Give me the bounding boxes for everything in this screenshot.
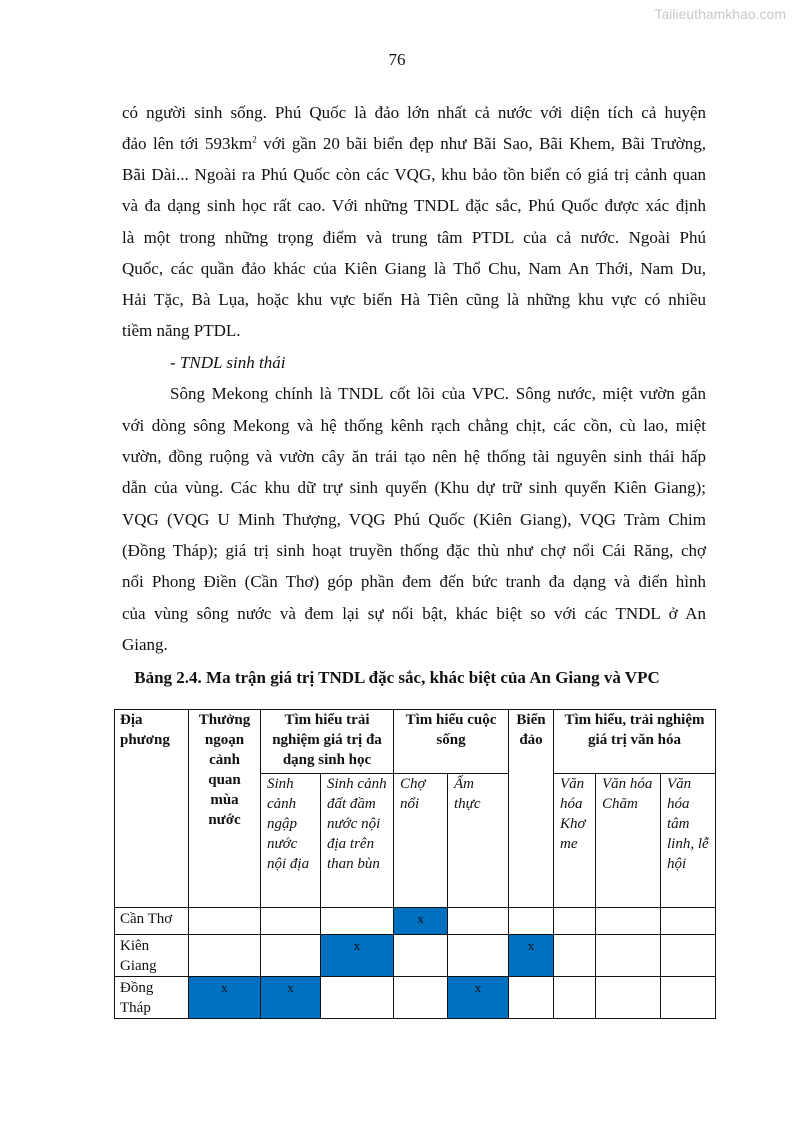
empty-cell [661, 935, 716, 977]
header-thuong-ngoan: Thưởng ngoạn cảnh quan mùa nước [189, 710, 261, 908]
table-caption: Bảng 2.4. Ma trận giá trị TNDL đặc sắc, khác biệt của An Giang và VPC [134, 668, 660, 687]
paragraph-line: là một trong những trọng điểm và trung tâm PTDL của cả nước. Ngoài Phú [122, 228, 706, 247]
table-row [115, 935, 716, 977]
empty-cell [189, 935, 261, 977]
empty-cell [394, 935, 448, 977]
marked-cell: x [321, 935, 394, 977]
empty-cell [448, 935, 509, 977]
paragraph-line: với dòng sông Mekong và hệ thống kênh rạch chằng chịt, các cồn, cù lao, miệt [122, 416, 706, 435]
paragraph-line: vườn, đồng ruộng và vườn cây ăn trái tạo nên hệ thống tài nguyên sinh thái hấp [122, 447, 706, 466]
row-region: Cần Thơ [115, 908, 189, 935]
paragraph-line: tiềm năng PTDL. [122, 321, 241, 340]
subheader: Văn hóa Chăm [596, 774, 661, 908]
empty-cell [596, 908, 661, 935]
subheader: Sinh cảnh đất đầm nước nội địa trên than bùn [321, 774, 394, 908]
empty-cell [596, 935, 661, 977]
marked-cell: x [261, 977, 321, 1019]
subheader: Văn hóa tâm linh, lễ hội [661, 774, 716, 908]
subheader: Ẩm thực [448, 774, 509, 908]
paragraph-line: (Đồng Tháp); giá trị sinh hoạt truyền thống đặc thù như chợ nổi Cái Răng, chợ [122, 541, 706, 560]
text: đảo lên tới 593km [122, 134, 253, 153]
paragraph-line: Giang. [122, 635, 168, 654]
header-cuoc-song: Tìm hiểu cuộc sống [394, 710, 509, 774]
marked-cell: x [394, 908, 448, 935]
empty-cell [509, 908, 554, 935]
subheader: Sinh cảnh ngập nước nội địa [261, 774, 321, 908]
value-matrix-table [114, 709, 716, 1019]
empty-cell [261, 935, 321, 977]
superscript: 2 [252, 134, 257, 145]
row-region: Đồng Tháp [115, 977, 189, 1019]
paragraph-line: có người sinh sống. Phú Quốc là đảo lớn nhất cả nước với diện tích cả huyện [122, 103, 706, 122]
empty-cell [509, 977, 554, 1019]
paragraph-line: Quốc, các quần đảo khác của Kiên Giang là Thổ Chu, Nam An Thới, Nam Du, [122, 259, 706, 278]
empty-cell [554, 908, 596, 935]
empty-cell [448, 908, 509, 935]
table-row [115, 908, 716, 935]
section-heading: - TNDL sinh thái [170, 353, 286, 372]
page-number: 76 [388, 50, 406, 69]
text: với gần 20 bãi biển đẹp như Bãi Sao, Bãi Khem, Bãi Trường, [256, 134, 706, 153]
header-van-hoa: Tìm hiểu, trải nghiệm giá trị văn hóa [554, 710, 716, 774]
header-sinh-hoc: Tìm hiểu trải nghiệm giá trị đa dạng sinh học [261, 710, 394, 774]
paragraph-line: Bãi Dài... Ngoài ra Phú Quốc còn các VQG, khu bảo tồn biển có giá trị cảnh quan [122, 165, 706, 184]
empty-cell [321, 908, 394, 935]
subheader: Văn hóa Khơ me [554, 774, 596, 908]
paragraph-line [122, 134, 706, 154]
empty-cell [554, 977, 596, 1019]
paragraph-line: Hải Tặc, Bà Lụa, hoặc khu vực biển Hà Tiên cũng là những khu vực có nhiều [122, 290, 706, 309]
empty-cell [394, 977, 448, 1019]
row-region: Kiên Giang [115, 935, 189, 977]
empty-cell [661, 977, 716, 1019]
empty-cell [661, 908, 716, 935]
marked-cell: x [448, 977, 509, 1019]
marked-cell: x [189, 977, 261, 1019]
subheader: Chợ nổi [394, 774, 448, 908]
paragraph-line: VQG (VQG U Minh Thượng, VQG Phú Quốc (Kiên Giang), VQG Tràm Chim [122, 510, 706, 529]
empty-cell [554, 935, 596, 977]
paragraph-line: và đa dạng sinh học rất cao. Với những TNDL đặc sắc, Phú Quốc được xác định [122, 196, 706, 215]
paragraph-line: Sông Mekong chính là TNDL cốt lõi của VPC. Sông nước, miệt vườn gắn [170, 384, 706, 403]
header-dia-phuong: Địa phương [115, 710, 189, 908]
paragraph-line: của vùng sông nước và đem lại sự nổi bật, khác biệt so với các TNDL ở An [122, 604, 706, 623]
empty-cell [189, 908, 261, 935]
paragraph-line: dẫn của vùng. Các khu dữ trự sinh quyển (Khu dự trữ sinh quyển Kiên Giang); [122, 478, 706, 497]
table-row [115, 977, 716, 1019]
empty-cell [261, 908, 321, 935]
empty-cell [596, 977, 661, 1019]
empty-cell [321, 977, 394, 1019]
paragraph-line: nổi Phong Điền (Cần Thơ) góp phần đem đến bức tranh đa dạng và điển hình [122, 572, 706, 591]
watermark: Tailieuthamkhao.com [654, 6, 786, 22]
header-bien-dao: Biển đảo [509, 710, 554, 908]
marked-cell: x [509, 935, 554, 977]
